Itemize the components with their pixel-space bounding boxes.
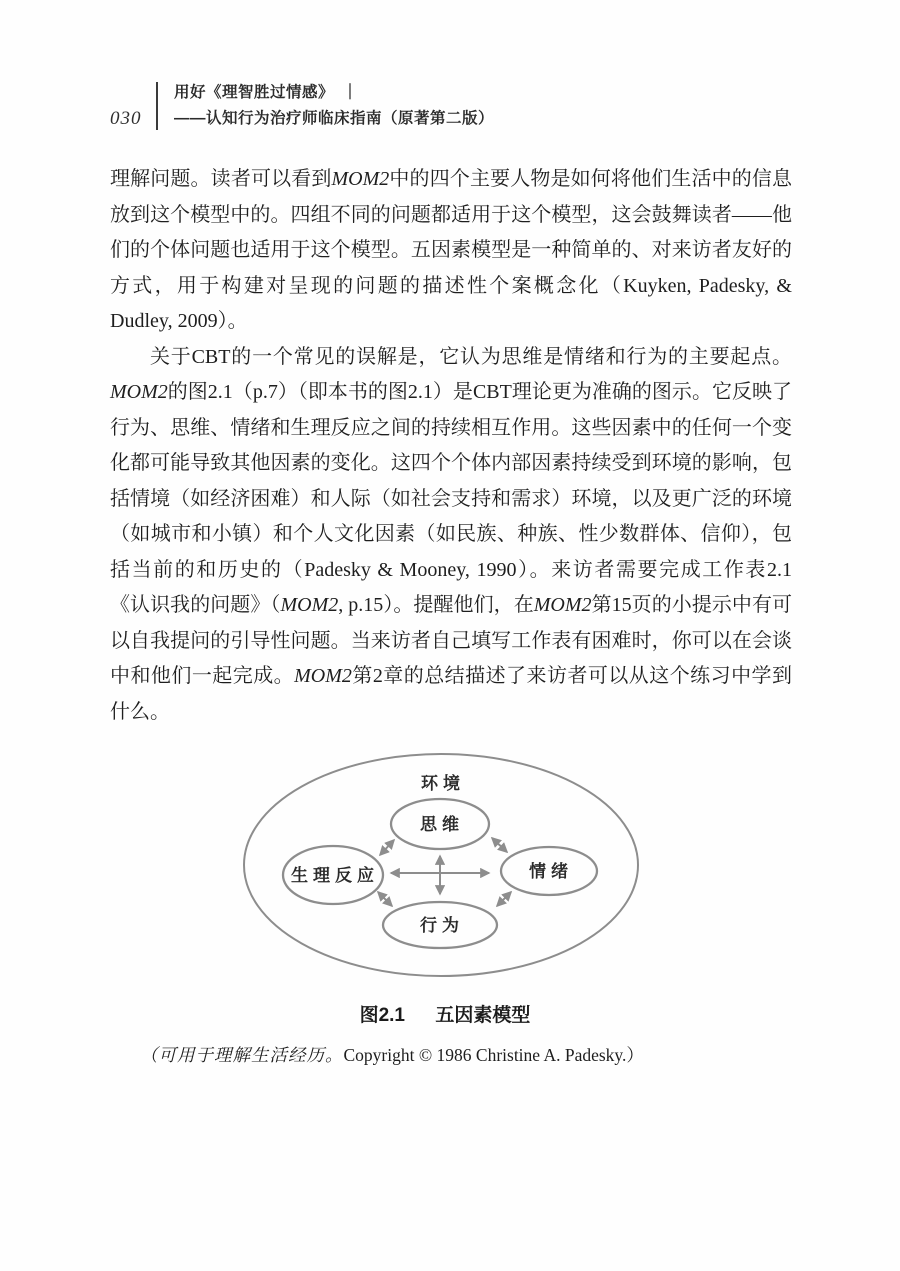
environment-label: 环境 [421, 774, 465, 793]
arrow-bottom-right [497, 892, 511, 906]
figure-caption [0, 1000, 890, 1027]
book-subtitle: ——认知行为治疗师临床指南（原著第二版） [174, 110, 495, 127]
figure-caption-label: 图2.1 [359, 1005, 405, 1026]
paragraph: 关于CBT的一个常见的误解是，它认为思维是情绪和行为的主要起点。MOM2的图2.1（p.7）（即本书的图2.1）是CBT理论更为准确的图示。它反映了行为、思维、情绪和生理反应之间的持续相互作用。这些因素中的任何一个变化都可能导致其他因素的变化。这四个个体内部因素持续受到环境的影响，包括情境（如经济困难）和人际（如社会支持和需求）环境，以及更广泛的环境（如城市和小镇）和个人文化因素（如民族、种族、性少数群体、信仰），包括当前的和历史的（Padesky & Mooney, 1990）。来访者需要完成工作表2.1《认识我的问题》（MOM2, p.15）。提醒他们，在MOM2第15页的小提示中有可以自我提问的引导性问题。当来访者自己填写工作表有困难时，你可以在会谈中和他们一起完成。MOM2第2章的总结描述了来访者可以从这个练习中学到什么。 [110, 345, 793, 723]
five-factor-model-diagram [221, 748, 661, 984]
figure-caption-title: 五因素模型 [435, 1005, 531, 1026]
book-title: 用好《理智胜过情感》 ｜ [174, 84, 359, 101]
figure-note-chinese: （可用于理解生活经历。 [140, 1045, 344, 1065]
figure-note [140, 1042, 644, 1067]
paragraph: 理解问题。读者可以看到MOM2中的四个主要人物是如何将他们生活中的信息放到这个模型中的。四组不同的问题都适用于这个模型，这会鼓舞读者——他们的个体问题也适用于这个模型。五因素模型是一种简单的、对来访者友好的方式，用于构建对呈现的问题的描述性个案概念化（Kuyken, Padesky, & Dudley, 2009）。 [110, 168, 793, 332]
header-divider [156, 82, 158, 130]
running-head [110, 80, 494, 132]
header-titles [174, 80, 494, 132]
arrow-left-top [380, 840, 394, 855]
body-text [110, 162, 792, 730]
physical-reactions-label: 生理反应 [291, 866, 379, 885]
arrow-top-right [492, 838, 507, 852]
thoughts-label: 思维 [420, 815, 464, 834]
behaviors-label: 行为 [420, 916, 464, 935]
figure-note-copyright: Copyright © 1986 Christine A. Padesky.） [343, 1045, 644, 1065]
arrow-left-bottom [378, 892, 392, 906]
moods-label: 情绪 [529, 862, 573, 881]
page-number: 030 [110, 108, 142, 129]
